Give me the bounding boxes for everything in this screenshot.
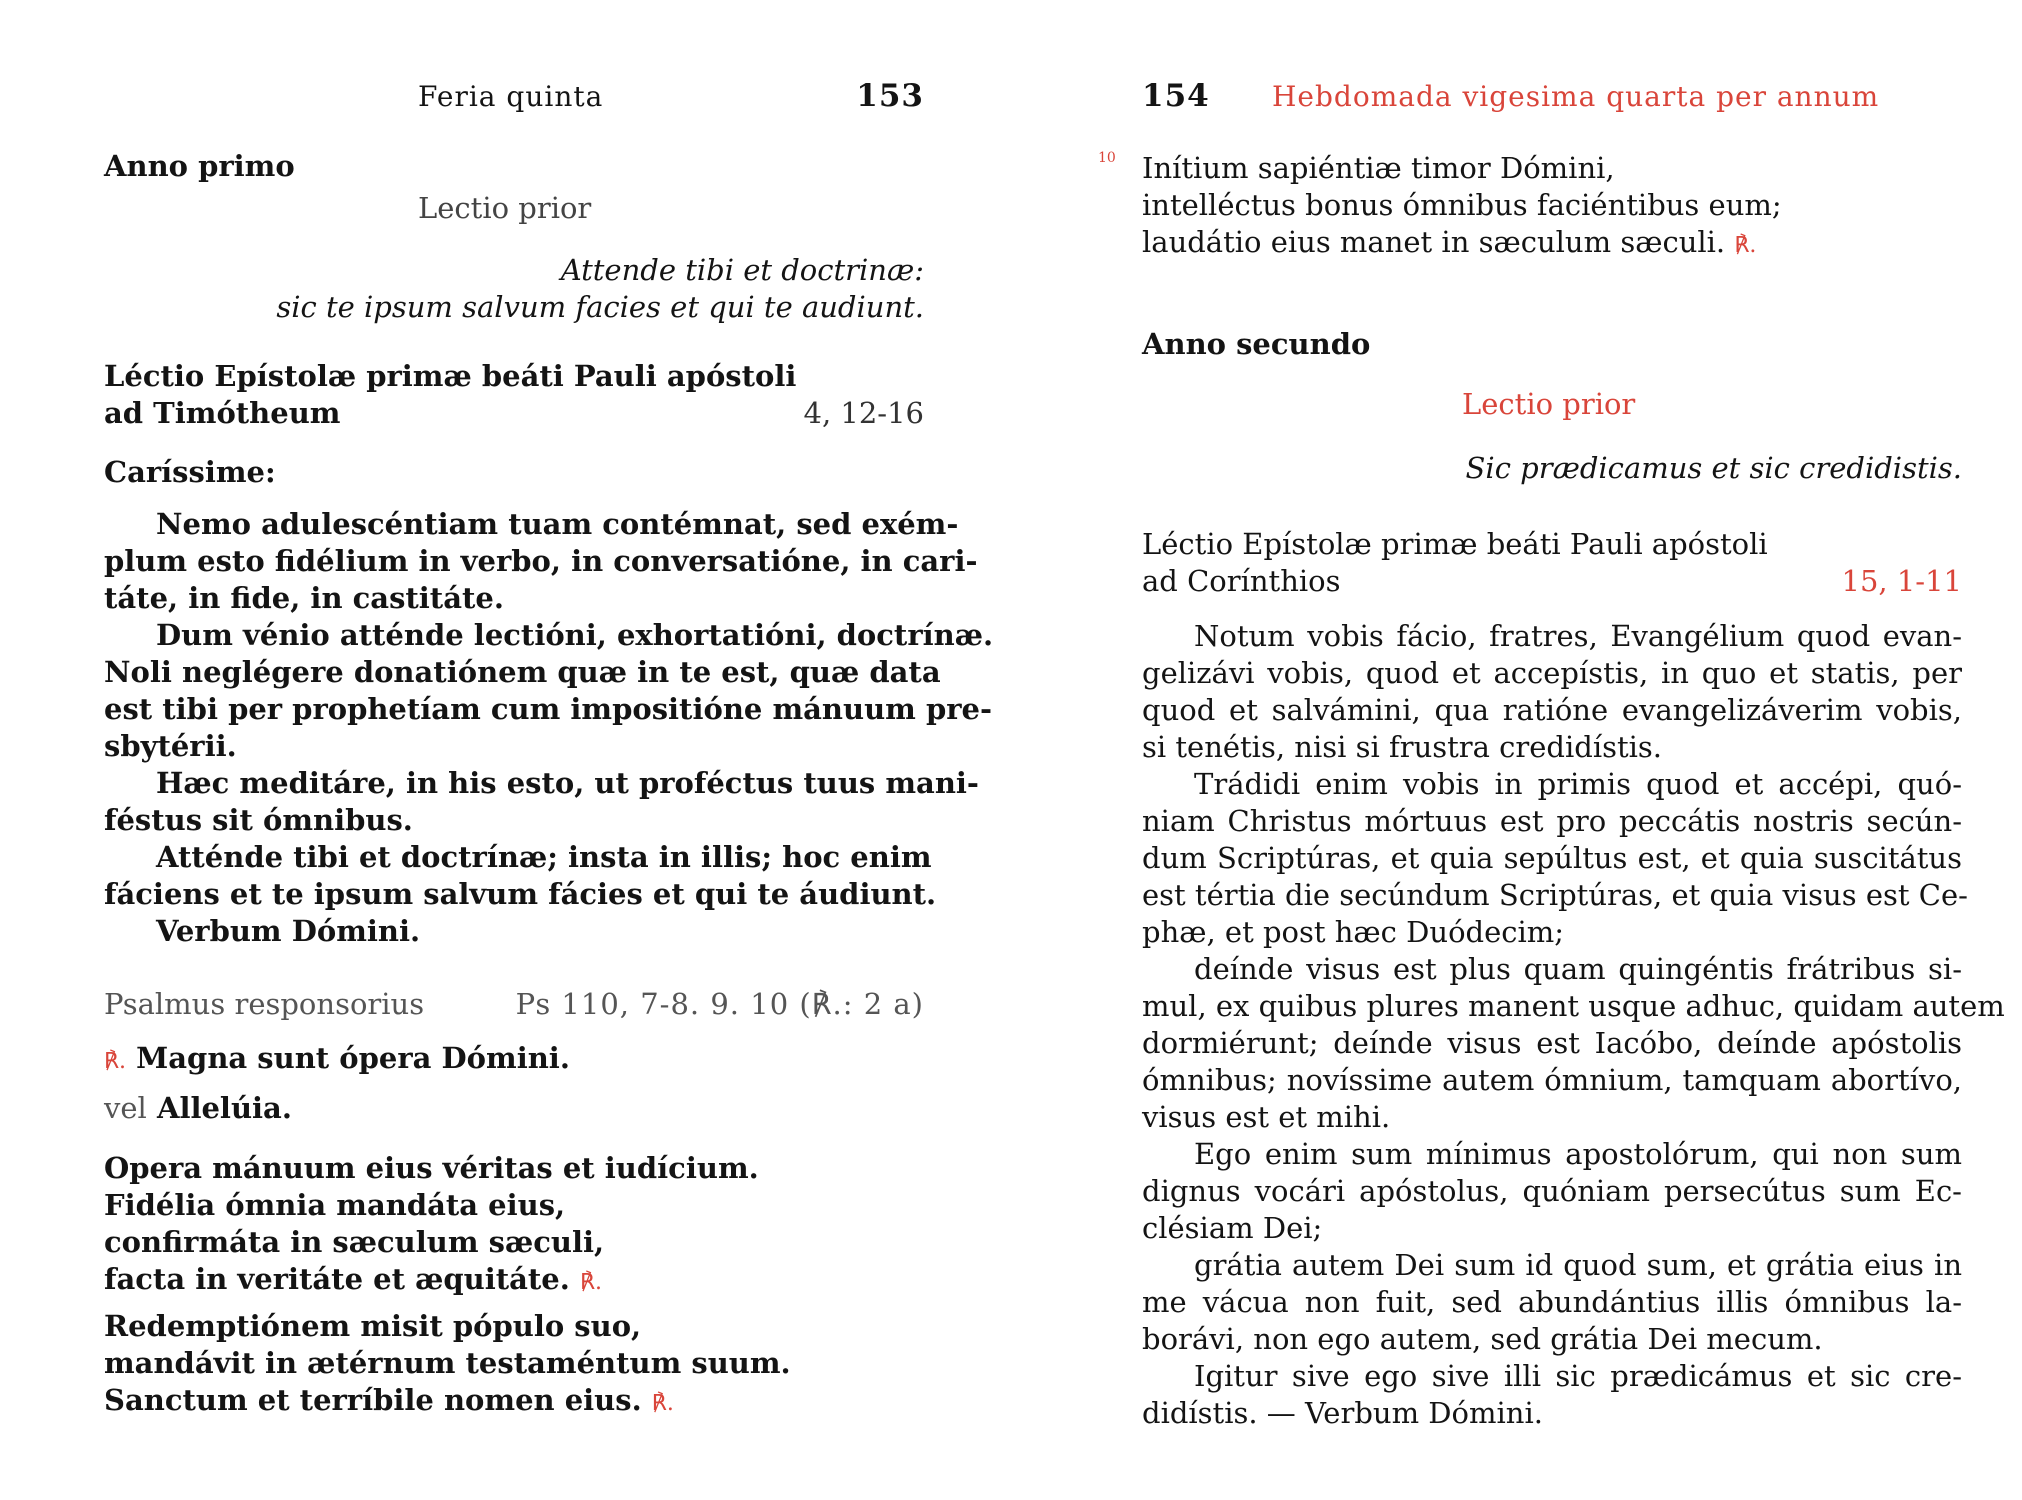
body-line: dormiérunt; deínde visus est Iacóbo, deínde apóstolis [1142, 1026, 1962, 1060]
body-line: Hæc meditáre, in his esto, ut proféctus tuus mani- [156, 766, 979, 800]
response-symbol: ℟. [651, 1391, 674, 1416]
stanza-line: confirmáta in sæculum sæculi, [104, 1225, 605, 1259]
page-number: 154 [1142, 78, 1210, 114]
stanza-line: Inítium sapiéntiæ timor Dómini, [1142, 151, 1615, 185]
response-symbol: ℟. [104, 1049, 127, 1074]
body-line: quod et salvámini, qua ratióne evangelizáverim vobis, [1142, 693, 1962, 727]
body-line: Ego enim sum mínimus apostolórum, qui non sum [1194, 1137, 1962, 1171]
epigraph [104, 252, 924, 326]
stanza-line: mandávit in ætérnum testaméntum suum. [104, 1346, 791, 1380]
body-line: Nemo adulescéntiam tuam contémnat, sed exém- [156, 507, 959, 541]
epigraph-line: sic te ipsum salvum facies et qui te audiunt. [276, 290, 924, 324]
reading-body [1142, 618, 2005, 1432]
psalm-stanza [104, 1308, 924, 1422]
body-line: fáciens et te ipsum salvum fácies et qui te áudiunt. [104, 877, 937, 911]
reading-title [104, 358, 924, 432]
body-line: deínde visus est plus quam quingéntis frátribus si- [1194, 952, 1962, 986]
body-line: táte, in fide, in castitáte. [104, 581, 504, 615]
reading-body [104, 506, 994, 950]
psalm-header [104, 986, 924, 1023]
body-line: sbytérii. [104, 729, 237, 763]
response-symbol: ℟. [579, 1270, 603, 1295]
body-line: grátia autem Dei sum id quod sum, et grátia eius in [1194, 1248, 1962, 1282]
section-title: Lectio prior [1462, 387, 1636, 421]
reading-ref: 15, 1-11 [1841, 564, 1962, 598]
psalm-stanza [104, 1150, 924, 1301]
body-line: borávi, non ego autem, sed grátia Dei mecum. [1142, 1322, 1823, 1356]
body-line: dignus vocári apóstolus, quóniam persecútus sum Ec- [1142, 1174, 1962, 1208]
reading-title [1142, 526, 1962, 600]
psalm-ref: Ps 110, 7-8. 9. 10 (℟.: 2 a) [515, 987, 924, 1021]
stanza-line: facta in veritáte et æquitáte. [104, 1262, 570, 1296]
reading-ref: 4, 12-16 [803, 396, 924, 430]
body-line: didístis. — Verbum Dómini. [1142, 1396, 1543, 1430]
stanza-line: intelléctus bonus ómnibus faciéntibus eum; [1142, 188, 1782, 222]
body-line: Atténde tibi et doctrínæ; insta in illis; hoc enim [156, 840, 932, 874]
body-line: phæ, et post hæc Duódecim; [1142, 915, 1565, 949]
vel-label: vel [104, 1091, 147, 1125]
reading-title-line: Léctio Epístolæ primæ beáti Pauli apóstoli [1142, 527, 1768, 561]
body-line: Noli neglégere donatiónem quæ in te est, quæ data [104, 655, 941, 689]
alternate-response [104, 1090, 924, 1127]
stanza-line: Sanctum et terríbile nomen eius. [104, 1383, 642, 1417]
body-line: est tértia die secúndum Scriptúras, et quia visus est Ce- [1142, 878, 1968, 912]
right-page [1098, 0, 2005, 1500]
epigraph-line: Attende tibi et doctrinæ: [560, 253, 924, 287]
reading-title-line: ad Timótheum [104, 396, 341, 430]
page-number: 153 [856, 78, 924, 114]
reading-title-line: Léctio Epístolæ primæ beáti Pauli apóstoli [104, 359, 797, 393]
body-line: Dum vénio atténde lectióni, exhortatióni, doctrínæ. [156, 618, 994, 652]
body-line: Notum vobis fácio, fratres, Evangélium quod evan- [1194, 619, 1962, 653]
left-page [104, 0, 994, 1500]
margin-verse-number: 10 [1098, 150, 1116, 166]
stanza-line: Redemptiónem misit pópulo suo, [104, 1309, 642, 1343]
year-heading: Anno secundo [1142, 327, 1371, 361]
body-line: dum Scriptúras, et quia sepúltus est, et quia suscitátus [1142, 841, 1962, 875]
body-line: Verbum Dómini. [156, 914, 421, 948]
body-line: clésiam Dei; [1142, 1211, 1323, 1245]
body-line: ómnibus; novíssime autem ómnium, tamquam abortívo, [1142, 1063, 1962, 1097]
salutation: Caríssime: [104, 455, 276, 489]
reading-title-line: ad Corínthios [1142, 564, 1341, 598]
stanza-line: Fidélia ómnia mandáta eius, [104, 1188, 566, 1222]
stanza-line: Opera mánuum eius véritas et iudícium. [104, 1151, 759, 1185]
body-line: Igitur sive ego sive illi sic prædicámus et sic cre- [1194, 1359, 1962, 1393]
body-line: féstus sit ómnibus. [104, 803, 413, 837]
body-line: Trádidi enim vobis in primis quod et accépi, quó- [1194, 767, 1962, 801]
response-symbol: ℟. [1734, 233, 1757, 258]
year-heading: Anno primo [104, 149, 295, 183]
response [104, 1040, 924, 1080]
body-line: plum esto fidélium in verbo, in conversatióne, in cari- [104, 544, 978, 578]
psalm-stanza [1142, 150, 1962, 264]
body-line: niam Christus mórtuus est pro peccátis nostris secún- [1142, 804, 1962, 838]
epigraph: Sic prædicamus et sic credidistis. [1465, 451, 1962, 485]
body-line: visus est et mihi. [1142, 1100, 1391, 1134]
body-line: mul, ex quibus plures manent usque adhuc, quidam autem [1142, 989, 2005, 1023]
running-title: Feria quinta [418, 80, 604, 113]
psalm-label: Psalmus responsorius [104, 987, 425, 1021]
body-line: gelizávi vobis, quod et accepístis, in quo et statis, per [1142, 656, 1962, 690]
response-text: Magna sunt ópera Dómini. [136, 1041, 570, 1075]
stanza-line: laudátio eius manet in sæculum sæculi. [1142, 225, 1726, 259]
alleluia: Allelúia. [156, 1091, 292, 1125]
body-line: me vácua non fuit, sed abundántius illis ómnibus la- [1142, 1285, 1962, 1319]
running-title: Hebdomada vigesima quarta per annum [1272, 80, 1880, 113]
body-line: est tibi per prophetíam cum impositióne mánuum pre- [104, 692, 992, 726]
body-line: si tenétis, nisi si frustra credidístis. [1142, 730, 1663, 764]
section-title: Lectio prior [418, 191, 592, 225]
